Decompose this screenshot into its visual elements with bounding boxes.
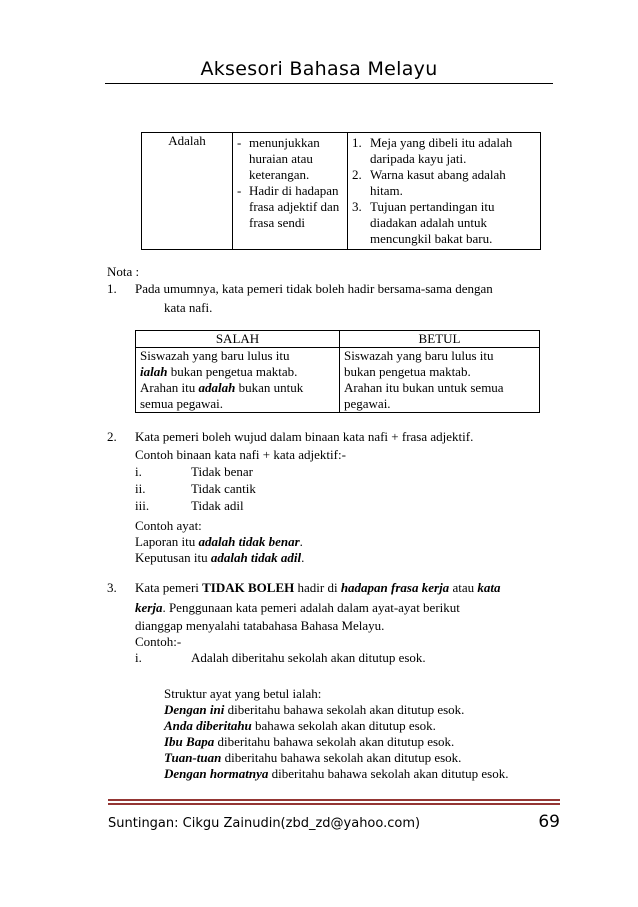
usage-item: - menunjukkan huraian atau keterangan.: [237, 135, 320, 182]
example-item: 3. Tujuan pertandingan itu diadakan adalah untuk mencungkil bakat baru.: [352, 199, 495, 246]
word-cell: [142, 133, 233, 250]
example-item: 2. Warna kasut abang adalah hitam.: [352, 167, 506, 198]
salah-header: SALAH: [136, 331, 340, 348]
roman-num: iii.: [135, 498, 150, 513]
item2-line2: Contoh binaan kata nafi + kata adjektif:-: [135, 447, 346, 462]
roman-num: i.: [135, 650, 142, 665]
correct-sentence: Anda diberitahu bahawa sekolah akan ditutup esok.: [164, 718, 436, 733]
roman-text: Tidak adil: [191, 498, 244, 513]
struktur-label: Struktur ayat yang betul ialah:: [164, 686, 322, 701]
betul-header: BETUL: [340, 331, 540, 348]
footer-rule: [108, 803, 560, 805]
example-sentence: Keputusan itu adalah tidak adil.: [135, 550, 305, 565]
nota-item-1-cont: kata nafi.: [164, 300, 213, 315]
usage-cell: [233, 133, 348, 250]
usage-item: - Hadir di hadapan frasa adjektif dan frasa sendi: [237, 183, 340, 230]
correct-sentence: Dengan ini diberitahu bahawa sekolah akan ditutup esok.: [164, 702, 465, 717]
page-title: Aksesori Bahasa Melayu: [200, 58, 438, 80]
footer: [108, 812, 560, 832]
page-number: 69: [538, 812, 560, 832]
footer-credit: Suntingan: Cikgu Zainudin(zbd_zd@yahoo.com): [108, 816, 421, 831]
roman-text: Tidak benar: [191, 464, 253, 479]
roman-num: i.: [135, 464, 142, 479]
header-rule: [105, 83, 553, 84]
roman-num: ii.: [135, 481, 146, 496]
salah-cell: Siswazah yang baru lulus itu ialah bukan pengetua maktab. Arahan itu adalah bukan untuk semua pegawai.: [136, 348, 340, 413]
example-sentence: Laporan itu adalah tidak benar.: [135, 534, 303, 549]
roman-text: Tidak cantik: [191, 481, 256, 496]
roman-text: Adalah diberitahu sekolah akan ditutup esok.: [191, 650, 426, 665]
correct-sentence: Tuan-tuan diberitahu bahawa sekolah akan ditutup esok.: [164, 750, 462, 765]
adalah-table: [141, 132, 541, 250]
item3-line2: kerja. Penggunaan kata pemeri adalah dalam ayat-ayat berikut: [135, 600, 460, 615]
correct-sentence: Dengan hormatnya diberitahu bahawa sekolah akan ditutup esok.: [164, 766, 509, 781]
item3-line3: dianggap menyalahi tatabahasa Bahasa Melayu.: [135, 618, 385, 633]
example-item: 1. Meja yang dibeli itu adalah daripada kayu jati.: [352, 135, 513, 166]
contoh-ayat-label: Contoh ayat:: [135, 518, 202, 533]
betul-cell: Siswazah yang baru lulus itu bukan pengetua maktab. Arahan itu bukan untuk semua pegawai.: [340, 348, 540, 413]
word-label: Adalah: [168, 133, 206, 148]
contoh-label: Contoh:-: [135, 634, 182, 649]
examples-cell: [348, 133, 541, 250]
footer-rule: [108, 799, 560, 801]
nota-label: Nota :: [107, 264, 140, 279]
correct-sentence: Ibu Bapa diberitahu bahawa sekolah akan ditutup esok.: [164, 734, 455, 749]
salah-betul-table: [135, 330, 540, 413]
